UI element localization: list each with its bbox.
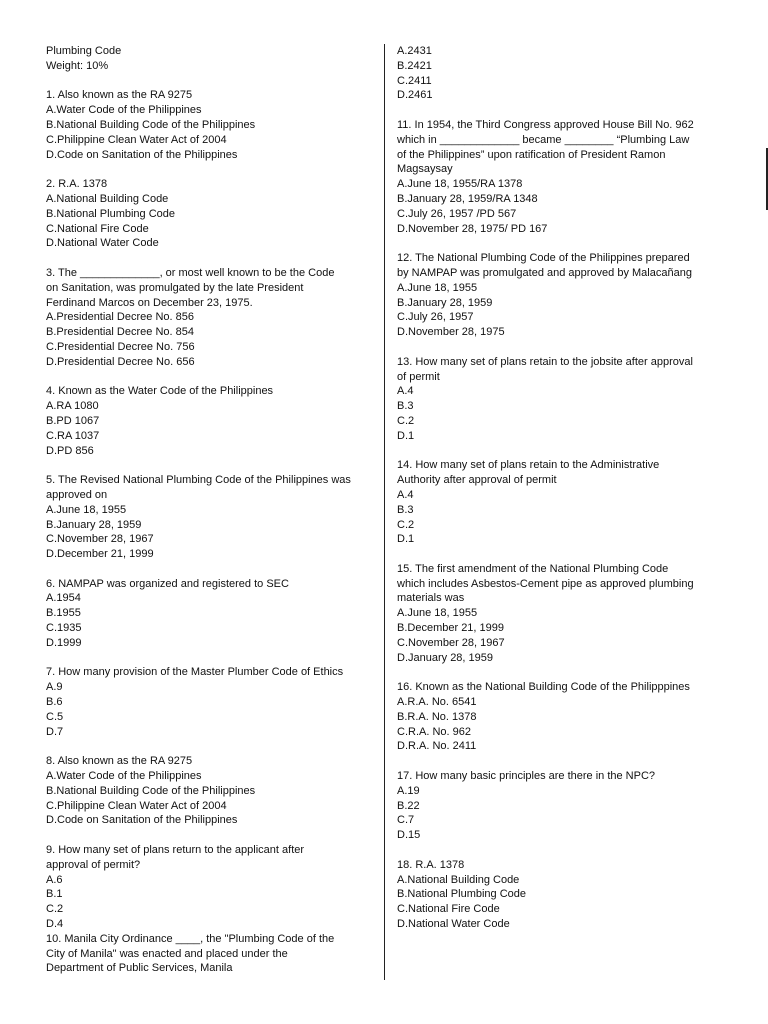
- answer-option: D.November 28, 1975/ PD 167: [397, 222, 548, 235]
- question-text: by NAMPAP was promulgated and approved by Malacañang: [397, 266, 692, 279]
- answer-option: C.Philippine Clean Water Act of 2004: [46, 799, 227, 812]
- answer-option: B.National Building Code of the Philippines: [46, 118, 256, 131]
- answer-option: B.2421: [397, 59, 432, 72]
- answer-option: A.4: [397, 385, 414, 398]
- answer-option: D.December 21, 1999: [46, 548, 154, 561]
- answer-option: D.November 28, 1975: [397, 326, 505, 339]
- question-block: [397, 680, 723, 754]
- right-question-list: [397, 44, 723, 932]
- question-block: [46, 665, 376, 739]
- question-text: 14. How many set of plans retain to the Administrative: [397, 459, 660, 472]
- answer-option: C.November 28, 1967: [46, 533, 154, 546]
- answer-option: A.19: [397, 784, 420, 797]
- answer-option: C.November 28, 1967: [397, 636, 505, 649]
- question-text: Department of Public Services, Manila: [46, 962, 233, 975]
- answer-option: C.2: [46, 903, 64, 916]
- answer-option: D.15: [397, 829, 421, 842]
- question-block: [46, 177, 376, 251]
- question-block: [397, 355, 723, 444]
- left-question-list: [46, 88, 376, 976]
- answer-option: D.PD 856: [46, 444, 94, 457]
- answer-option: B.Presidential Decree No. 854: [46, 326, 194, 339]
- answer-option: A.June 18, 1955/RA 1378: [397, 178, 523, 191]
- answer-option: A.National Building Code: [46, 192, 169, 205]
- question-block: [397, 118, 723, 236]
- answer-option: B.January 28, 1959: [397, 296, 493, 309]
- question-text: 11. In 1954, the Third Congress approved House Bill No. 962: [397, 118, 694, 131]
- question-text: 12. The National Plumbing Code of the Philippines prepared: [397, 252, 690, 265]
- question-text: 15. The first amendment of the National Plumbing Code: [397, 562, 669, 575]
- question-block: [46, 384, 376, 458]
- answer-option: C.July 26, 1957 /PD 567: [397, 207, 517, 220]
- answer-option: B.3: [397, 503, 414, 516]
- answer-option: B.PD 1067: [46, 414, 100, 427]
- answer-option: B.December 21, 1999: [397, 622, 505, 635]
- question-text: Ferdinand Marcos on December 23, 1975.: [46, 296, 253, 309]
- answer-option: A.9: [46, 681, 63, 694]
- answer-option: B.22: [397, 799, 420, 812]
- answer-option: B.1: [46, 888, 63, 901]
- answer-option: D.National Water Code: [46, 237, 159, 250]
- question-text: 17. How many basic principles are there in the NPC?: [397, 770, 656, 783]
- answer-option: A.6: [46, 873, 63, 886]
- question-text: 5. The Revised National Plumbing Code of the Philippines was: [46, 474, 351, 487]
- answer-option: C.2: [397, 518, 415, 531]
- weight-label: Weight: 10%: [46, 59, 109, 72]
- answer-option: C.RA 1037: [46, 429, 100, 442]
- answer-option: B.National Building Code of the Philippines: [46, 784, 256, 797]
- question-block: [46, 932, 376, 976]
- answer-option: D.4: [46, 918, 64, 931]
- question-text: on Sanitation, was promulgated by the late President: [46, 281, 304, 294]
- question-text: 8. Also known as the RA 9275: [46, 755, 193, 768]
- question-text: 3. The _____________, or most well known to be the Code: [46, 266, 335, 279]
- question-block: [397, 562, 723, 666]
- document-title: Plumbing Code: [46, 45, 122, 57]
- answer-option: D.Code on Sanitation of the Philippines: [46, 148, 238, 161]
- question-text: of permit: [397, 370, 440, 383]
- answer-option: C.National Fire Code: [46, 222, 149, 235]
- answer-option: A.June 18, 1955: [397, 281, 478, 294]
- answer-option: A.National Building Code: [397, 873, 520, 886]
- question-text: approval of permit?: [46, 858, 141, 871]
- answer-option: C.1935: [46, 622, 82, 635]
- answer-option: D.2461: [397, 89, 433, 102]
- answer-option: C.2: [397, 414, 415, 427]
- answer-option: C.R.A. No. 962: [397, 725, 471, 738]
- question-block: [46, 754, 376, 828]
- answer-option: D.National Water Code: [397, 918, 510, 931]
- question-block: [397, 44, 723, 103]
- question-text: 13. How many set of plans retain to the jobsite after approval: [397, 355, 693, 368]
- answer-option: A.Water Code of the Philippines: [46, 770, 202, 783]
- question-text: of the Philippines” upon ratification of President Ramon: [397, 148, 666, 161]
- answer-option: A.June 18, 1955: [46, 503, 127, 516]
- question-text: materials was: [397, 592, 465, 605]
- question-block: [397, 458, 723, 547]
- answer-option: A.June 18, 1955: [397, 607, 478, 620]
- column-divider: [384, 44, 385, 980]
- answer-option: D.7: [46, 725, 64, 738]
- question-block: [46, 843, 376, 932]
- answer-option: D.1999: [46, 636, 82, 649]
- answer-option: A.4: [397, 488, 414, 501]
- question-block: [46, 473, 376, 562]
- answer-option: C.National Fire Code: [397, 903, 500, 916]
- answer-option: D.1: [397, 429, 415, 442]
- answer-option: D.R.A. No. 2411: [397, 740, 477, 753]
- answer-option: B.3: [397, 400, 414, 413]
- answer-option: C.2411: [397, 74, 432, 87]
- question-text: which includes Asbestos-Cement pipe as approved plumbing: [397, 577, 694, 590]
- answer-option: C.Presidential Decree No. 756: [46, 340, 195, 353]
- question-text: Authority after approval of permit: [397, 474, 557, 487]
- question-block: [46, 88, 376, 162]
- answer-option: C.Philippine Clean Water Act of 2004: [46, 133, 227, 146]
- answer-option: B.1955: [46, 607, 81, 620]
- answer-option: D.Code on Sanitation of the Philippines: [46, 814, 238, 827]
- question-text: 4. Known as the Water Code of the Philippines: [46, 385, 274, 398]
- answer-option: A.R.A. No. 6541: [397, 696, 477, 709]
- question-text: 18. R.A. 1378: [397, 858, 465, 871]
- answer-option: D.1: [397, 533, 415, 546]
- question-block: [46, 577, 376, 651]
- question-text: 6. NAMPAP was organized and registered to SEC: [46, 577, 289, 590]
- answer-option: D.Presidential Decree No. 656: [46, 355, 195, 368]
- answer-option: A.RA 1080: [46, 400, 99, 413]
- question-block: [46, 266, 376, 370]
- answer-option: C.5: [46, 710, 64, 723]
- question-text: which in _____________ became ________ “Plumbing Law: [397, 133, 690, 146]
- answer-option: A.Presidential Decree No. 856: [46, 311, 194, 324]
- answer-option: B.R.A. No. 1378: [397, 710, 477, 723]
- question-text: City of Manila" was enacted and placed under the: [46, 947, 288, 960]
- answer-option: B.National Plumbing Code: [46, 207, 176, 220]
- question-block: [397, 251, 723, 340]
- question-text: 2. R.A. 1378: [46, 178, 108, 191]
- question-text: Magsaysay: [397, 163, 453, 176]
- question-text: 7. How many provision of the Master Plumber Code of Ethics: [46, 666, 344, 679]
- question-block: [397, 858, 723, 932]
- question-block: [397, 769, 723, 843]
- answer-option: C.7: [397, 814, 415, 827]
- question-text: approved on: [46, 488, 108, 501]
- document-header: [46, 44, 376, 74]
- answer-option: A.Water Code of the Philippines: [46, 104, 202, 117]
- question-text: 1. Also known as the RA 9275: [46, 89, 193, 102]
- question-text: 16. Known as the National Building Code of the Philipppines: [397, 681, 690, 694]
- question-text: 10. Manila City Ordinance ____, the "Plumbing Code of the: [46, 932, 335, 945]
- answer-option: B.January 28, 1959/RA 1348: [397, 192, 538, 205]
- answer-option: B.6: [46, 696, 63, 709]
- answer-option: A.1954: [46, 592, 81, 605]
- answer-option: D.January 28, 1959: [397, 651, 494, 664]
- answer-option: B.January 28, 1959: [46, 518, 142, 531]
- answer-option: C.July 26, 1957: [397, 311, 474, 324]
- question-text: 9. How many set of plans return to the applicant after: [46, 844, 305, 857]
- left-column: [46, 44, 376, 976]
- answer-option: A.2431: [397, 45, 432, 57]
- answer-option: B.National Plumbing Code: [397, 888, 527, 901]
- right-column: [397, 44, 723, 932]
